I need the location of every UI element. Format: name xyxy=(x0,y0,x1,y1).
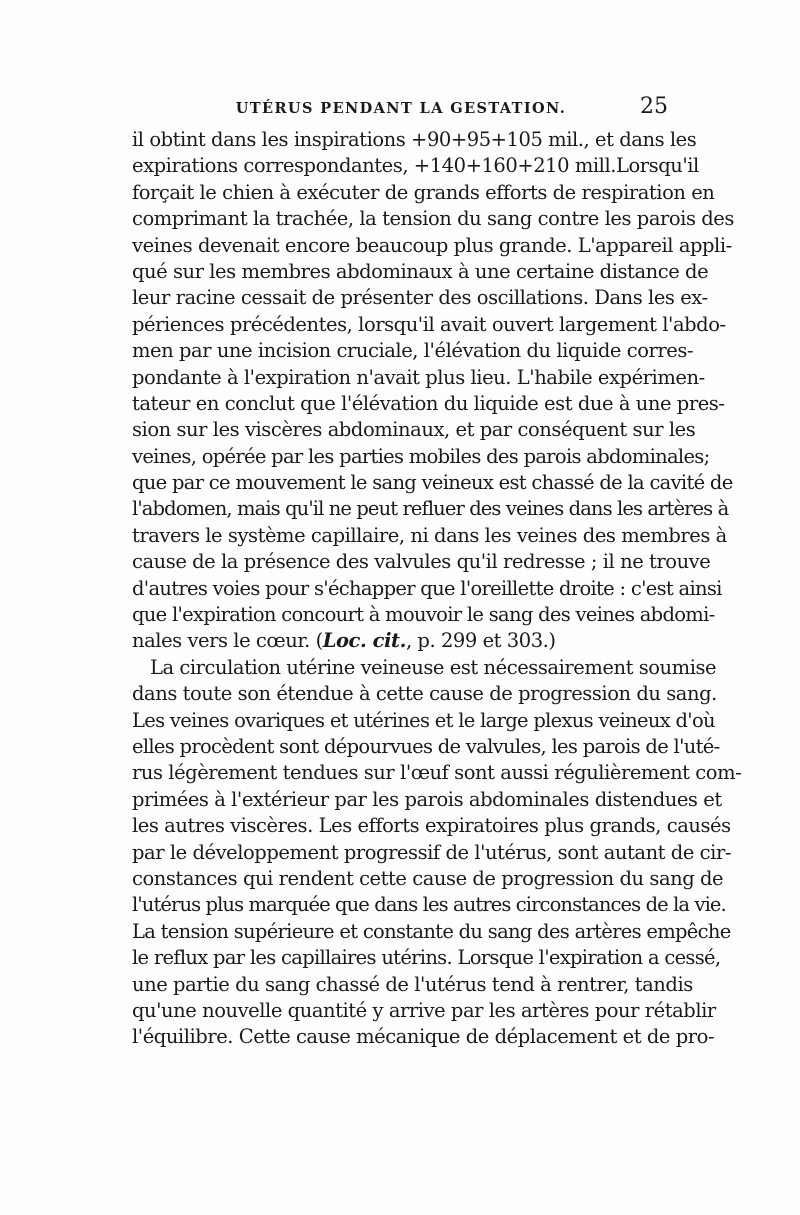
text-line: veines devenait encore beaucoup plus grande. L'appareil appli- xyxy=(132,233,732,257)
text-line: expirations correspondantes, +140+160+210 mill.Lorsqu'il xyxy=(132,154,699,178)
text-line: qué sur les membres abdominaux à une certaine distance de xyxy=(132,259,709,283)
text-line: rus légèrement tendues sur l'œuf sont aussi régulièrement com- xyxy=(132,761,742,785)
text-line: primées à l'extérieur par les parois abdominales distendues et xyxy=(132,787,722,811)
text-line: que par ce mouvement le sang veineux est chassé de la cavité de xyxy=(132,471,733,495)
text-line: travers le système capillaire, ni dans les veines des membres à xyxy=(132,523,727,547)
text-line: une partie du sang chassé de l'utérus tend à rentrer, tandis xyxy=(132,972,693,996)
text-line: pondante à l'expiration n'avait plus lieu. L'habile expérimen- xyxy=(132,365,705,389)
citation-suffix: , p. 299 et 303.) xyxy=(405,629,556,653)
text-line: les autres viscères. Les efforts expiratoires plus grands, causés xyxy=(132,814,731,838)
paragraph-start-line: La circulation utérine veineuse est nécessairement soumise xyxy=(150,655,717,679)
text-line: le reflux par les capillaires utérins. Lorsque l'expiration a cessé, xyxy=(132,946,721,970)
running-title: UTÉRUS PENDANT LA GESTATION. xyxy=(235,100,567,117)
text-line: tateur en conclut que l'élévation du liquide est due à une pres- xyxy=(132,391,725,415)
text-line: men par une incision cruciale, l'élévation du liquide corres- xyxy=(132,339,694,363)
text-line: cause de la présence des valvules qu'il redresse ; il ne trouve xyxy=(132,550,711,574)
text-line: leur racine cessait de présenter des oscillations. Dans les ex- xyxy=(132,286,708,310)
text-line: forçait le chien à exécuter de grands efforts de respiration en xyxy=(132,180,715,204)
text-line: l'équilibre. Cette cause mécanique de déplacement et de pro- xyxy=(132,1025,715,1049)
text-line: Les veines ovariques et utérines et le large plexus veineux d'où xyxy=(132,708,715,732)
text-line: périences précédentes, lorsqu'il avait ouvert largement l'abdo- xyxy=(132,312,726,336)
citation-reference: Loc. cit. xyxy=(322,629,406,653)
text-line: que l'expiration concourt à mouvoir le sang des veines abdomi- xyxy=(132,603,715,627)
text-line: l'utérus plus marquée que dans les autres circonstances de la vie. xyxy=(132,893,726,917)
text-line: elles procèdent sont dépourvues de valvules, les parois de l'uté- xyxy=(132,734,720,758)
text-line: qu'une nouvelle quantité y arrive par les artères pour rétablir xyxy=(132,998,716,1022)
text-line: l'abdomen, mais qu'il ne peut refluer des veines dans les artères à xyxy=(132,497,729,521)
text-line: par le développement progressif de l'utérus, sont autant de cir- xyxy=(132,840,731,864)
text-line: La tension supérieure et constante du sang des artères empêche xyxy=(132,919,731,943)
citation-prefix: nales vers le cœur. ( xyxy=(132,629,323,653)
text-line: d'autres voies pour s'échapper que l'oreillette droite : c'est ainsi xyxy=(132,576,722,600)
body-text xyxy=(132,127,742,1051)
text-line: veines, opérée par les parties mobiles des parois abdominales; xyxy=(132,444,710,468)
text-line: il obtint dans les inspirations +90+95+105 mil., et dans les xyxy=(132,128,697,151)
text-line: comprimant la trachée, la tension du sang contre les parois des xyxy=(132,207,734,231)
page-number: 25 xyxy=(640,94,668,119)
text-line: dans toute son étendue à cette cause de progression du sang. xyxy=(132,682,717,706)
running-head xyxy=(132,94,670,122)
text-line: constances qui rendent cette cause de progression du sang de xyxy=(132,866,724,890)
citation-line xyxy=(132,628,670,654)
text-line: sion sur les viscères abdominaux, et par conséquent sur les xyxy=(132,418,696,442)
